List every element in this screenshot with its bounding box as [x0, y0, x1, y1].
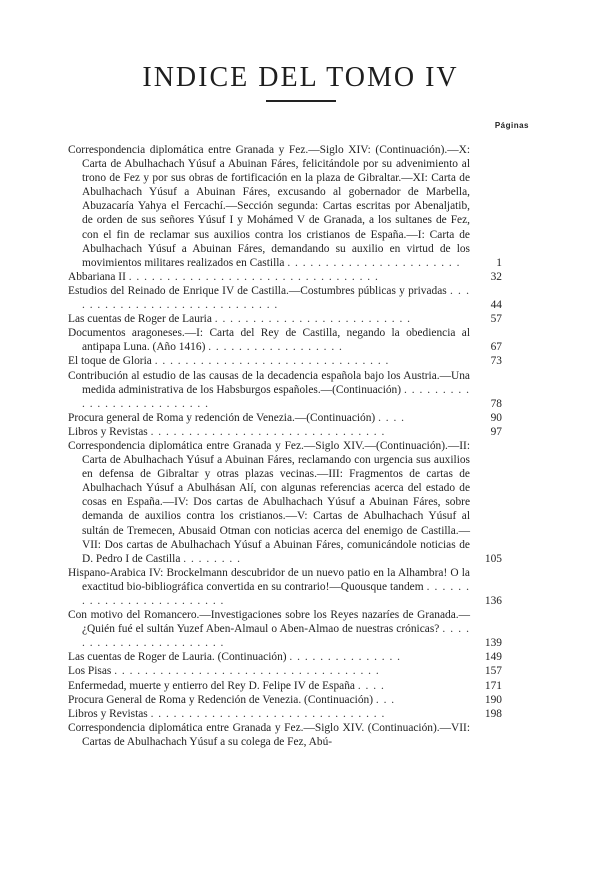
toc-entry — [68, 650, 502, 664]
toc-entry-title: Libros y Revistas — [68, 707, 148, 720]
toc-entry — [68, 143, 502, 270]
toc-entry-title: Enfermedad, muerte y entierro del Rey D. Felipe IV de España — [68, 679, 355, 692]
toc-entry-text — [68, 411, 502, 425]
toc-entry-text — [68, 284, 502, 312]
toc-entry-text — [68, 707, 502, 721]
toc-page-number: 57 — [490, 313, 502, 326]
title-rule — [266, 100, 336, 102]
toc-entry-text — [68, 312, 502, 326]
toc-page-number: 157 — [484, 665, 502, 678]
toc-entry-title: Las cuentas de Roger de Lauria. (Continuación) — [68, 651, 287, 664]
toc-leader-dots: . . . . . . . . . . . . . . . . . . . . . . . . . . — [82, 383, 470, 410]
toc-entry-text — [68, 650, 502, 664]
toc-entry-title: Contribución al estudio de las causas de la decadencia española bajo los Austria.—Una medida administrativa de los Habsburgos españoles.—(Continuación) — [68, 369, 470, 396]
toc-entry-text — [68, 679, 502, 693]
toc-entry-text — [68, 566, 502, 608]
toc-leader-dots: . . . . . . . . — [183, 552, 241, 565]
toc-page-number: 32 — [490, 270, 502, 283]
toc-entry-title: Documentos aragoneses.—I: Carta del Rey de Castilla, negando la obediencia al antipapa Luna. (Año 1416) — [68, 327, 470, 354]
toc-entry-title: Hispano-Arabica IV: Brockelmann descubridor de un nuevo patio en la Alhambra! O la exactitud bio-bibliográfica convertida en su contrario!—Quousque tandem — [68, 566, 470, 593]
toc-page-number: 171 — [484, 679, 502, 692]
toc-entry — [68, 664, 502, 678]
toc-page-number: 149 — [484, 651, 502, 664]
toc-entry — [68, 721, 502, 749]
toc-page-number: 44 — [490, 299, 502, 312]
toc-entry — [68, 312, 502, 326]
toc-entry — [68, 439, 502, 566]
toc-page-number: 1 — [496, 256, 502, 269]
toc-entry — [68, 284, 502, 312]
toc-page-number: 67 — [490, 341, 502, 354]
toc-leader-dots: . . . . . . . . . . . . . . . . . . . . . . . . . . — [214, 313, 411, 326]
toc-entry-text — [68, 425, 502, 439]
pages-column-header: Páginas — [494, 121, 529, 130]
toc-entry-text — [68, 143, 502, 270]
toc-entry-title: El toque de Gloria — [68, 355, 152, 368]
toc-entry — [68, 707, 502, 721]
toc-entry — [68, 679, 502, 693]
toc-entry-title: Correspondencia diplomática entre Granada y Fez.—Siglo XIV.—(Continuación).—II: Carta de Abulhachach Yúsuf a Abuinan Fáres, reclamando con urgencia sus auxilios en defensa de Gibraltar y otras plazas vecinas.—III: Fragmentos de cartas de Abulhachach Yúsuf a Abulhásan Alí, con algunas referencias acerca del estado de cosas en España.—IV: Dos cartas de Abulhachach Yúsuf a Abuinan Fáres, sobre demanda de auxilios contra los cristianos.—V: Cartas de Abulhachach Yúsuf al sultán de Tremecen, Abusaid Otman con noticias acerca del enemigo de Castilla.—VII: Dos cartas de Abulhachach Yúsuf a Abuinan Fáres, comunicándole noticias de D. Pedro I de Castilla — [68, 439, 470, 565]
toc-leader-dots: . . . . . . . . . . . . . . . . . . . . . . . — [82, 623, 470, 650]
toc-leader-dots: . . . . — [378, 411, 406, 424]
toc-leader-dots: . . . . . . . . . . . . . . . . . . — [208, 341, 343, 354]
toc-page-number: 90 — [490, 411, 502, 424]
toc-entry-text — [68, 270, 502, 284]
toc-entry-title: Correspondencia diplomática entre Granada y Fez.—Siglo XIV: (Continuación).—X: Carta de Abulhachach Yúsuf a Abuinan Fáres, felicitándole por su advenimiento al trono de Fez y por sus obras de fortificación en la plaza de Gibraltar.—XI: Carta de Abulhachach Yúsuf a Abuinan Fáres, excusando al gobernador de Marbella, Abuzacaría Yahya el Fercachí.—Sección segunda: Cartas escritas por Abenaljatib, de orden de sus señores Yúsuf I y Mohámed V de Granada, a los sultanes de Fez, con el fin de reclamar sus auxilios contra los cristianos de España.—I: Carta de Abulhachach Yúsuf a Abuinan Fáres, demandando su auxilio en virtud de los movimientos militares realizados en Castilla — [68, 144, 470, 269]
toc-leader-dots: . . . . . . . . . . . . . . . . . . . . . . . . . . . . . — [82, 284, 470, 312]
toc-entry-text — [68, 608, 502, 650]
page-title: INDICE DEL TOMO IV — [142, 62, 459, 93]
toc-leader-dots: . . . . . . . . . . . . . . . . . . . . . . . . . . . . . . . . . . . — [114, 665, 380, 678]
toc-entry-text — [68, 354, 502, 368]
toc-entry-title: Procura General de Roma y Redención de Venezia. (Continuación) — [68, 693, 374, 706]
toc-leader-dots: . . . . . . . . . . . . . . . . . . . . . . . . . — [82, 580, 470, 607]
toc-entry-title: Libros y Revistas — [68, 425, 148, 438]
toc-page-number: 97 — [490, 425, 502, 438]
toc-entry-text — [68, 693, 502, 707]
toc-leader-dots: . . . . . . . . . . . . . . . . . . . . . . . — [287, 256, 461, 269]
toc-entry-title: Abbariana II — [68, 270, 126, 283]
toc-leader-dots: . . . . — [357, 679, 385, 692]
toc-entry-text — [68, 721, 502, 749]
toc-entry-text — [68, 664, 502, 678]
toc-entry — [68, 425, 502, 439]
toc-entry-title: Estudios del Reinado de Enrique IV de Castilla.—Costumbres públicas y privadas — [68, 284, 447, 297]
toc-page-number: 190 — [484, 693, 502, 706]
toc-leader-dots: . . . — [375, 693, 396, 706]
toc-leader-dots: . . . . . . . . . . . . . . . . . . . . . . . . . . . . . . . — [150, 707, 386, 720]
toc-entry-title: Los Pisas — [68, 665, 112, 678]
toc-page-number: 198 — [484, 707, 502, 720]
toc-entry — [68, 354, 502, 368]
toc-entry-title: Procura general de Roma y redención de Venezia.—(Continuación) — [68, 411, 376, 424]
toc-entry-title: Con motivo del Romancero.—Investigaciones sobre los Reyes nazaríes de Granada.—¿Quién fué el sultán Yuzef Aben-Almaul o Aben-Almao de nuestras crónicas? — [68, 609, 470, 636]
toc-page-number: 73 — [490, 355, 502, 368]
toc-leader-dots: . . . . . . . . . . . . . . . . . . . . . . . . . . . . . . . — [150, 425, 386, 438]
toc-entry — [68, 369, 502, 411]
toc-leader-dots: . . . . . . . . . . . . . . . . . . . . . . . . . . . . . . . . . — [128, 270, 379, 283]
toc-entry-title: Correspondencia diplomática entre Granada y Fez.—Siglo XIV. (Continuación).—VII: Cartas de Abulhachach Yúsuf a su colega de Fez, Abú- — [68, 721, 470, 748]
toc-entry-text — [68, 326, 502, 354]
toc-page-number: 78 — [490, 397, 502, 410]
toc-entry — [68, 566, 502, 608]
toc-leader-dots: . . . . . . . . . . . . . . . . . . . . . . . . . . . . . . . — [154, 355, 390, 368]
table-of-contents — [68, 143, 502, 749]
toc-entry-text — [68, 439, 502, 566]
toc-entry-text — [68, 369, 502, 411]
toc-entry — [68, 693, 502, 707]
toc-entry — [68, 411, 502, 425]
toc-page-number: 139 — [484, 637, 502, 650]
toc-entry-title: Las cuentas de Roger de Lauria — [68, 313, 212, 326]
toc-entry — [68, 608, 502, 650]
toc-leader-dots: . . . . . . . . . . . . . . . — [289, 651, 402, 664]
toc-entry — [68, 270, 502, 284]
toc-page-number: 105 — [484, 552, 502, 565]
toc-page-number: 136 — [484, 595, 502, 607]
toc-entry — [68, 326, 502, 354]
